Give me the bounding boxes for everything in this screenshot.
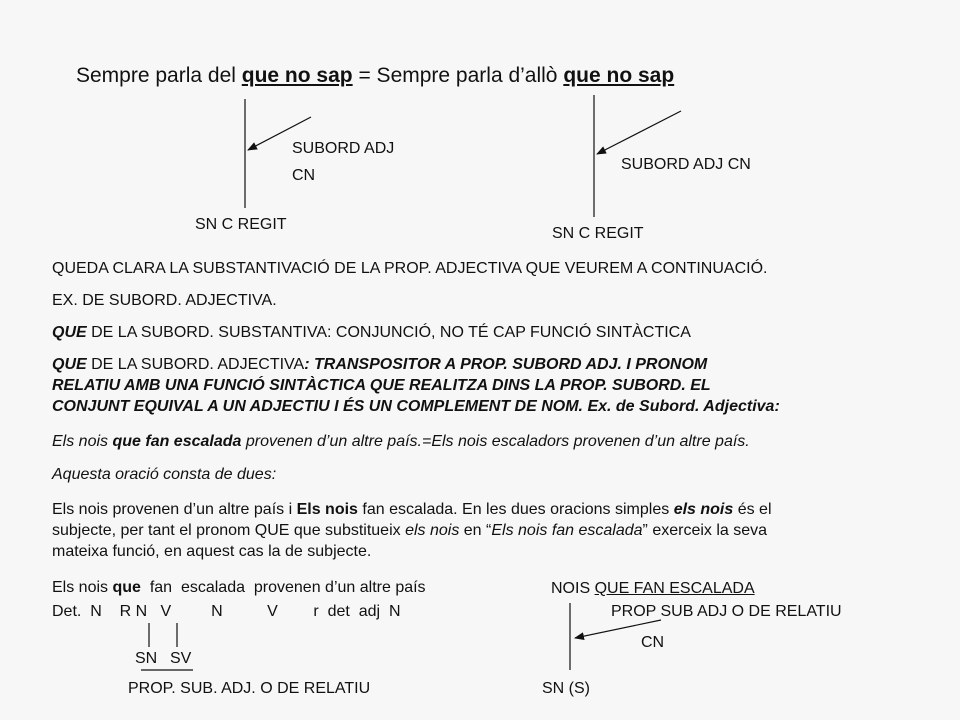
diagram1-sn-label: SN C REGIT [195, 216, 287, 233]
diagram3-sn-s: SN (S) [542, 680, 590, 697]
analysis-prop-label: PROP. SUB. ADJ. O DE RELATIU [128, 680, 371, 697]
diagram3-prop-sub: PROP SUB ADJ O DE RELATIU [611, 603, 842, 620]
analysis-sv-label: SV [170, 650, 192, 667]
expl-h: en “ [459, 522, 492, 539]
expl-i: Els nois fan escalada [491, 522, 643, 539]
line-ex-subord: EX. DE SUBORD. ADJECTIVA. [52, 292, 277, 309]
expl-d: els nois [673, 501, 734, 518]
analysis-s1: Els nois [52, 579, 113, 596]
example-bold: que fan escalada [112, 433, 242, 450]
diagram2-subord-label: SUBORD ADJ CN [621, 156, 751, 173]
diagram1-subord-label-1: SUBORD ADJ [292, 140, 395, 157]
expl-c: fan escalada. En les dues oracions simples [357, 501, 674, 518]
line-que-adjectiva [52, 354, 707, 375]
title-part1: Sempre parla del [76, 64, 242, 87]
subst-rest: DE LA SUBORD. SUBSTANTIVA: CONJUNCIÓ, NO TÉ CAP FUNCIÓ SINTÀCTICA [86, 324, 691, 341]
analysis-s2: fan escalada provenen d’un altre país [140, 579, 426, 596]
adj-bi-line2: RELATIU AMB UNA FUNCIÓ SINTÀCTICA QUE REALITZA DINS LA PROP. SUBORD. EL [52, 377, 711, 394]
expl-b: Els nois [296, 501, 358, 518]
explanation-line2 [52, 520, 767, 541]
diagram3-nois: NOIS [551, 580, 595, 597]
consta-line: Aquesta oració consta de dues: [52, 466, 277, 483]
line-queda-clara: QUEDA CLARA LA SUBSTANTIVACIÓ DE LA PROP. ADJECTIVA QUE VEUREM A CONTINUACIÓ. [52, 260, 768, 277]
diagram3-que-fan: QUE FAN ESCALADA [594, 580, 755, 597]
diagram3-heading [551, 578, 755, 599]
expl-e: és el [733, 501, 772, 518]
example-p1: Els nois [52, 433, 113, 450]
explanation-line1 [52, 499, 772, 520]
adj-plain: DE LA SUBORD. ADJECTIVA [86, 356, 305, 373]
example-sentence [52, 431, 750, 452]
diagram1-subord-label-2: CN [292, 167, 316, 184]
analysis-tags: Det. N R N V N V r det adj N [52, 603, 401, 620]
que-word-adj: QUE [52, 356, 87, 373]
title-que-no-sap-1: que no sap [241, 64, 353, 87]
expl-a: Els nois provenen d’un altre país i [52, 501, 297, 518]
adj-bi-line1: : TRANSPOSITOR A PROP. SUBORD ADJ. I PRONOM [304, 356, 708, 373]
analysis-sentence [52, 577, 426, 598]
expl-g: els nois [405, 522, 460, 539]
diagram2-arrow [597, 111, 681, 154]
que-word: QUE [52, 324, 87, 341]
example-p2: provenen d’un altre país.=Els nois escaladors provenen d’un altre país. [241, 433, 750, 450]
expl-f: subjecte, per tant el pronom QUE que substitueix [52, 522, 406, 539]
expl-j: ” exerceix la seva [642, 522, 768, 539]
adj-bi-line3: CONJUNT EQUIVAL A UN ADJECTIU I ÉS UN COMPLEMENT DE NOM. Ex. de Subord. Adjectiva: [52, 398, 780, 415]
title-part2: = Sempre parla d’allò [352, 64, 564, 87]
diagram3-cn: CN [641, 634, 665, 651]
line-que-substantiva [52, 322, 691, 343]
analysis-que: que [112, 579, 141, 596]
explanation-line3: mateixa funció, en aquest cas la de subjecte. [52, 543, 372, 560]
analysis-sn-label: SN [135, 650, 158, 667]
diagram2-sn-label: SN C REGIT [552, 225, 644, 242]
title-que-no-sap-2: que no sap [563, 64, 675, 87]
